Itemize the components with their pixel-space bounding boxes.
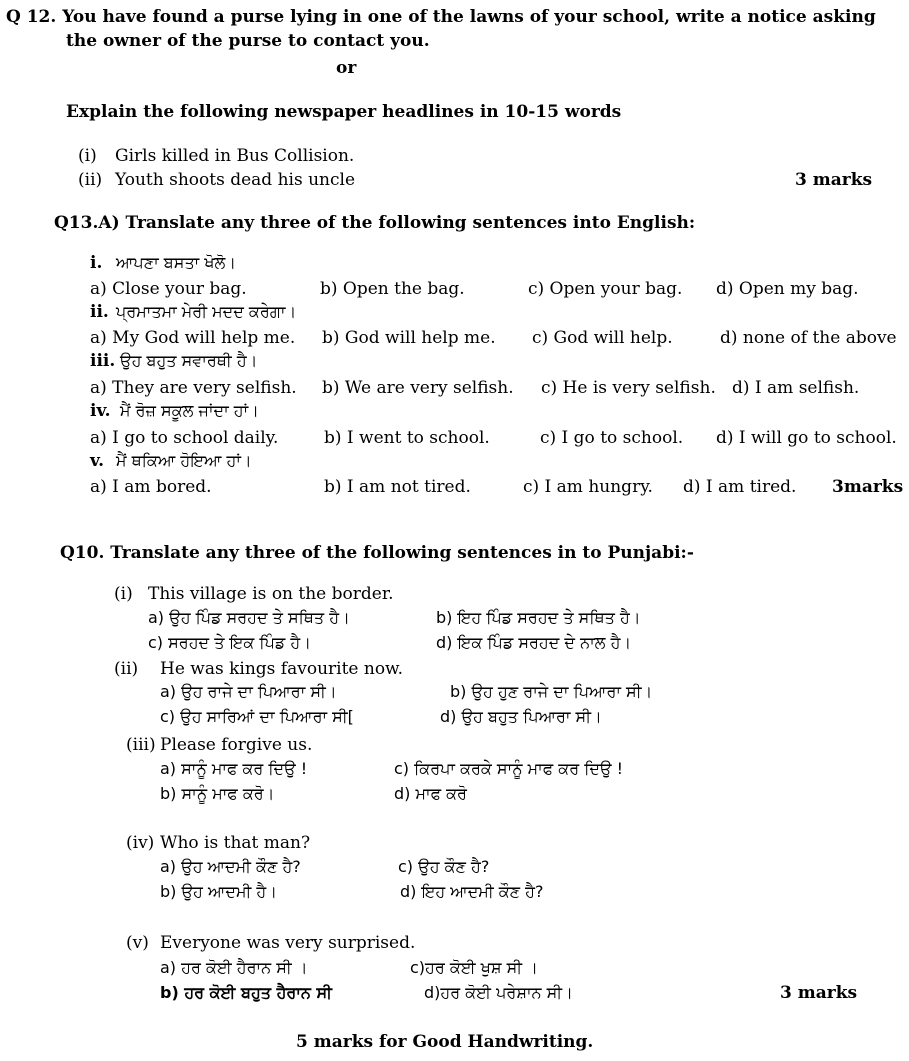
q10-item-2-option-d: d) ਉਹ ਬਹੁਤ ਪਿਆਰਾ ਸੀ। [440, 707, 602, 726]
q10-item-3-option-b: b) ਸਾਨੂੰ ਮਾਫ ਕਰੋ। [160, 784, 275, 803]
q10-item-1-option-a: a) ਉਹ ਪਿੰਡ ਸਰਹਦ ਤੇ ਸਥਿਤ ਹੈ। [148, 608, 350, 627]
q12-line-1: Q 12. You have found a purse lying in one of the lawns of your school, write a notice asking [6, 7, 876, 27]
q13-item-4-option-a: a) I go to school daily. [90, 428, 279, 448]
q13-item-3-punjabi: ਉਹ ਬਹੁਤ ਸਵਾਰਥੀ ਹੈ। [120, 351, 258, 370]
q13-item-5-punjabi: ਮੈਂ ਥਕਿਆ ਹੋਇਆ ਹਾਂ। [116, 451, 252, 470]
q13-item-4-label: iv. [90, 401, 111, 421]
q13-item-3-option-c: c) He is very selfish. [541, 378, 716, 398]
q10-item-4-text: Who is that man? [160, 833, 311, 853]
q10-item-4-option-a: a) ਉਹ ਆਦਮੀ ਕੌਣ ਹੈ? [160, 857, 301, 876]
q13-item-4-option-d: d) I will go to school. [716, 428, 897, 448]
q10-item-3-option-a: a) ਸਾਨੂੰ ਮਾਫ ਕਰ ਦਿਉ ! [160, 759, 308, 778]
q13-item-5-option-a: a) I am bored. [90, 477, 212, 497]
q10-item-2-num: (ii) [114, 659, 139, 679]
q10-item-1-option-c: c) ਸਰਹਦ ਤੇ ਇਕ ਪਿੰਡ ਹੈ। [148, 633, 311, 652]
q10-item-5-option-d: d)ਹਰ ਕੋਈ ਪਰੇਸ਼ਾਨ ਸੀ। [424, 983, 573, 1002]
q13-item-2-label: ii. [90, 302, 109, 322]
q12-line-2: the owner of the purse to contact you. [66, 31, 430, 51]
q13-item-3-option-d: d) I am selfish. [732, 378, 860, 398]
q13-item-3-option-b: b) We are very selfish. [322, 378, 514, 398]
q13-title: Q13.A) Translate any three of the following sentences into English: [54, 213, 696, 233]
q13-item-4-punjabi: ਮੈਂ ਰੋਜ਼ ਸਕੂਲ ਜਾਂਦਾ ਹਾਂ। [120, 401, 259, 420]
q13-marks: 3marks [832, 477, 904, 497]
q13-item-4-option-c: c) I go to school. [540, 428, 684, 448]
q13-item-2-option-c: c) God will help. [532, 328, 673, 348]
q10-item-5-text: Everyone was very surprised. [160, 933, 416, 953]
q13-item-1-option-b: b) Open the bag. [320, 279, 465, 299]
q13-item-1-label: i. [90, 253, 103, 273]
q10-item-1-num: (i) [114, 584, 133, 604]
q13-item-2-option-d: d) none of the above [720, 328, 897, 348]
q13-item-5-option-c: c) I am hungry. [523, 477, 653, 497]
q10-item-2-text: He was kings favourite now. [160, 659, 403, 679]
q10-item-2-option-b: b) ਉਹ ਹੁਣ ਰਾਜੇ ਦਾ ਪਿਆਰਾ ਸੀ। [450, 682, 653, 701]
q10-title: Q10. Translate any three of the following sentences in to Punjabi:- [60, 543, 694, 563]
q13-item-1-option-a: a) Close your bag. [90, 279, 247, 299]
q13-item-1-punjabi: ਆਪਣਾ ਬਸਤਾ ਖੋਲੋ। [116, 253, 237, 272]
q13-item-1-option-c: c) Open your bag. [528, 279, 683, 299]
q10-item-5-option-a: a) ਹਰ ਕੋਈ ਹੈਰਾਨ ਸੀ । [160, 958, 308, 977]
q12-item-2-text: Youth shoots dead his uncle [115, 170, 356, 190]
q13-item-2-punjabi: ਪ੍ਰਮਾਤਮਾ ਮੇਰੀ ਮਦਦ ਕਰੇਗਾ। [116, 302, 297, 321]
q10-item-3-option-d: d) ਮਾਫ ਕਰੋ [394, 784, 467, 803]
q10-item-3-option-c: c) ਕਿਰਪਾ ਕਰਕੇ ਸਾਨੂੰ ਮਾਫ ਕਰ ਦਿਉ ! [394, 759, 624, 778]
q10-item-5-option-c: c)ਹਰ ਕੋਈ ਖੁਸ਼ ਸੀ । [410, 958, 538, 977]
q12-item-2-num: (ii) [78, 170, 103, 190]
q13-item-2-option-a: a) My God will help me. [90, 328, 296, 348]
q12-headline-instruction: Explain the following newspaper headlines in 10-15 words [66, 102, 622, 122]
q12-item-1-text: Girls killed in Bus Collision. [115, 146, 355, 166]
q10-item-3-num: (iii) [126, 735, 156, 755]
q10-item-4-option-d: d) ਇਹ ਆਦਮੀ ਕੌਣ ਹੈ? [400, 882, 544, 901]
q10-item-1-option-b: b) ਇਹ ਪਿੰਡ ਸਰਹਦ ਤੇ ਸਥਿਤ ਹੈ। [436, 608, 641, 627]
q10-marks: 3 marks [780, 983, 858, 1003]
q10-item-1-option-d: d) ਇਕ ਪਿੰਡ ਸਰਹਦ ਦੇ ਨਾਲ ਹੈ। [436, 633, 632, 652]
q10-item-3-text: Please forgive us. [160, 735, 313, 755]
q10-item-4-option-c: c) ਉਹ ਕੌਣ ਹੈ? [398, 857, 490, 876]
q12-marks: 3 marks [795, 170, 873, 190]
q10-item-4-num: (iv) [126, 833, 155, 853]
q10-item-2-option-a: a) ਉਹ ਰਾਜੇ ਦਾ ਪਿਆਰਾ ਸੀ। [160, 682, 337, 701]
q13-item-4-option-b: b) I went to school. [324, 428, 490, 448]
q13-item-5-label: v. [90, 451, 105, 471]
q10-item-2-option-c: c) ਉਹ ਸਾਰਿਆਂ ਦਾ ਪਿਆਰਾ ਸੀ[ [160, 707, 354, 726]
q10-item-4-option-b: b) ਉਹ ਆਦਮੀ ਹੈ। [160, 882, 278, 901]
q13-item-3-label: iii. [90, 351, 116, 371]
q13-item-3-option-a: a) They are very selfish. [90, 378, 297, 398]
q12-item-1-num: (i) [78, 146, 97, 166]
q13-item-5-option-d: d) I am tired. [683, 477, 797, 497]
q10-item-5-option-b: b) ਹਰ ਕੋਈ ਬਹੁਤ ਹੈਰਾਨ ਸੀ [160, 983, 332, 1002]
q13-item-1-option-d: d) Open my bag. [716, 279, 859, 299]
q10-item-5-num: (v) [126, 933, 149, 953]
q12-or: or [336, 58, 357, 78]
q13-item-2-option-b: b) God will help me. [322, 328, 496, 348]
footer-handwriting: 5 marks for Good Handwriting. [296, 1032, 594, 1052]
q13-item-5-option-b: b) I am not tired. [324, 477, 471, 497]
q10-item-1-text: This village is on the border. [148, 584, 394, 604]
